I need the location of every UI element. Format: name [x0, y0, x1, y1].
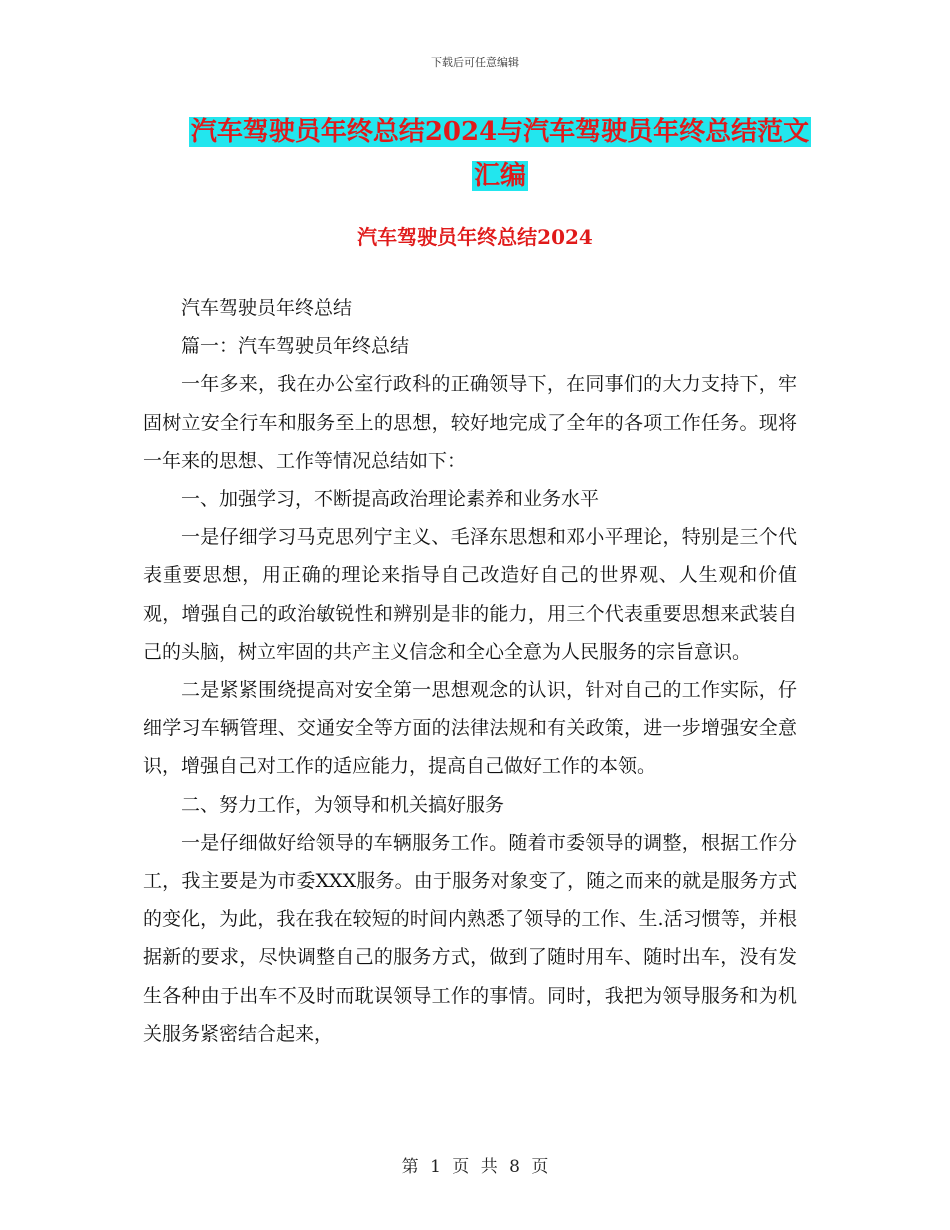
paragraph-subheading-2: 二、努力工作，为领导和机关搞好服务	[181, 793, 505, 816]
paragraph-study-2: 二是紧紧围绕提高对安全第一思想观念的认识，针对自己的工作实际，仔细学习车辆管理、交通安全等方面的法律法规和有关政策，进一步增强安全意识，增强自己对工作的适应能力，提高自己做好工作的本领。	[143, 679, 797, 778]
paragraph-heading: 汽车驾驶员年终总结	[181, 297, 353, 319]
header-note: 下载后可任意编辑	[431, 56, 519, 69]
paragraph-study-1: 一是仔细学习马克思列宁主义、毛泽东思想和邓小平理论，特别是三个代表重要思想，用正确的理论来指导自己改造好自己的世界观、人生观和价值观，增强自己的政治敏锐性和辨别是非的能力，用三个代表重要思想来武装自己的头脑，树立牢固的共产主义信念和全心全意为人民服务的宗旨意识。	[143, 526, 797, 663]
page-footer: 第 1 页 共 8 页	[401, 1157, 549, 1177]
paragraph-service-1: 一是仔细做好给领导的车辆服务工作。随着市委领导的调整，根据工作分工，我主要是为市委XXX服务。由于服务对象变了，随之而来的就是服务方式的变化，为此，我在我在较短的时间内熟悉了领导的工作、生.活习惯等，并根据新的要求，尽快调整自己的服务方式，做到了随时用车、随时出车，没有发生各种由于出车不及时而耽误领导工作的事情。同时，我把为领导服务和为机关服务紧密结合起来，	[143, 831, 797, 1045]
paragraph-chapter-heading: 篇一：汽车驾驶员年终总结	[181, 335, 410, 358]
title-line-2: 汇编	[473, 161, 526, 191]
section-title: 汽车驾驶员年终总结2024	[357, 225, 593, 249]
document-body	[143, 289, 797, 1053]
document-title	[120, 110, 880, 198]
paragraph-subheading-1: 一、加强学习，不断提高政治理论素养和业务水平	[181, 488, 600, 511]
paragraph-intro: 一年多来，我在办公室行政科的正确领导下，在同事们的大力支持下，牢固树立安全行车和服务至上的思想，较好地完成了全年的各项工作任务。现将一年来的思想、工作等情况总结如下：	[143, 373, 797, 472]
title-line-1: 汽车驾驶员年终总结2024与汽车驾驶员年终总结范文	[190, 117, 810, 147]
